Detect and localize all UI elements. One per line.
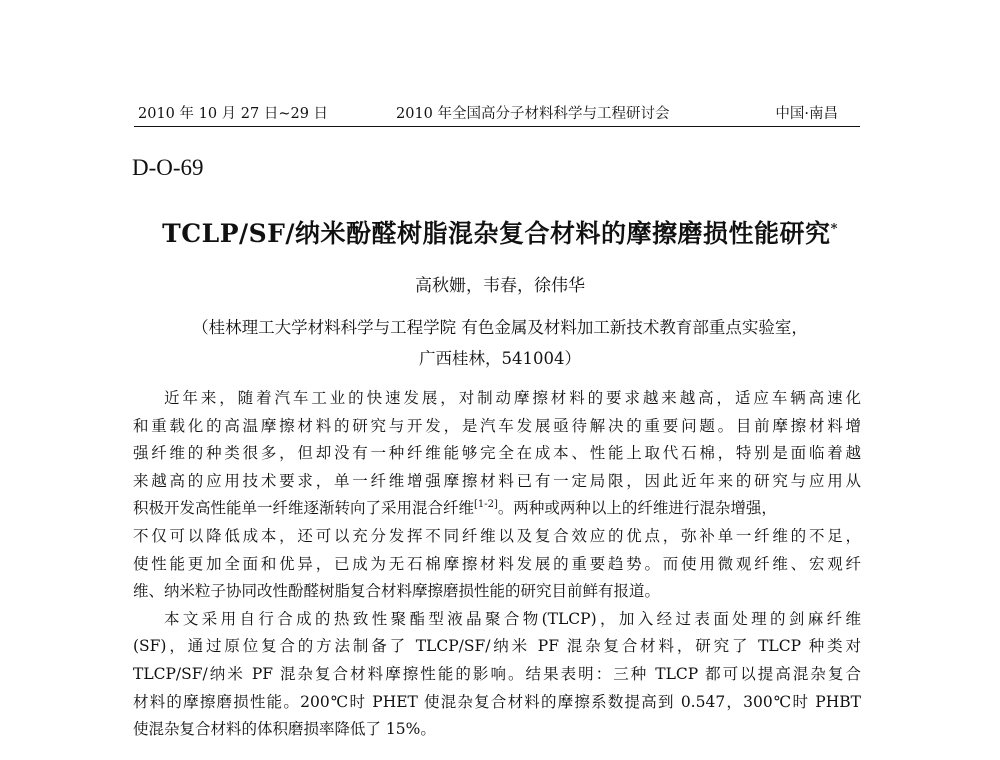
body-line: 本文采用自行合成的热致性聚酯型液晶聚合物(TLCP)，加入经过表面处理的剑麻纤维 [164, 609, 861, 628]
body-line [133, 495, 861, 523]
paper-code: D-O-69 [132, 155, 204, 180]
paper-title-text: TCLP/SF/纳米酚醛树脂混杂复合材料的摩擦磨损性能研究 [162, 219, 831, 248]
body-line: 使混杂复合材料的体积磨损率降低了 15%。 [133, 720, 436, 739]
body-line: 材料的摩擦磨损性能。200℃时 PHET 使混杂复合材料的摩擦系数提高到 0.547，300℃时 PHBT [133, 692, 861, 711]
authors: 高秋姗，韦春，徐伟华 [415, 276, 585, 296]
body-line: 来越高的应用技术要求，单一纤维增强摩擦材料已有一定局限，因此近年来的研究与应用从 [133, 471, 861, 490]
paper-title [0, 214, 1000, 250]
abstract-body [133, 385, 861, 744]
affiliation-line-2: 广西桂林，541004） [419, 349, 581, 368]
body-line-text: 。两种或两种以上的纤维进行混杂增强， [497, 499, 777, 518]
body-line: 维、纳米粒子协同改性酚醛树脂复合材料摩擦磨损性能的研究目前鲜有报道。 [133, 582, 661, 601]
title-footnote-mark: * [830, 221, 838, 237]
body-line: 强纤维的种类很多，但却没有一种纤维能够完全在成本、性能上取代石棉，特别是面临着越 [133, 444, 861, 463]
running-header [134, 100, 860, 127]
body-line: (SF)，通过原位复合的方法制备了 TLCP/SF/纳米 PF 混杂复合材料，研究了 TLCP 种类对 [133, 637, 861, 656]
reference-mark: [1-2] [474, 499, 498, 511]
body-line: 和重载化的高温摩擦材料的研究与开发，是汽车发展亟待解决的重要问题。目前摩擦材料增 [133, 416, 861, 435]
affiliation-line-1: （桂林理工大学材料科学与工程学院 有色金属及材料加工新技术教育部重点实验室， [192, 318, 808, 337]
header-date: 2010 年 10 月 27 日~29 日 [138, 106, 329, 122]
body-line: 近年来，随着汽车工业的快速发展，对制动摩擦材料的要求越来越高，适应车辆高速化 [164, 389, 861, 407]
body-line: 使性能更加全面和优异，已成为无石棉摩擦材料发展的重要趋势。而使用微观纤维、宏观纤 [133, 554, 861, 573]
body-line: TLCP/SF/纳米 PF 混杂复合材料摩擦性能的影响。结果表明：三种 TLCP 都可以提高混杂复合 [133, 664, 861, 683]
header-location: 中国·南昌 [775, 106, 838, 122]
body-line-text: 积极开发高性能单一纤维逐渐转向了采用混合纤维 [133, 499, 475, 518]
body-line: 不仅可以降低成本，还可以充分发挥不同纤维以及复合效应的优点，弥补单一纤维的不足， [133, 526, 861, 545]
header-conference: 2010 年全国高分子材料科学与工程研讨会 [396, 106, 670, 122]
